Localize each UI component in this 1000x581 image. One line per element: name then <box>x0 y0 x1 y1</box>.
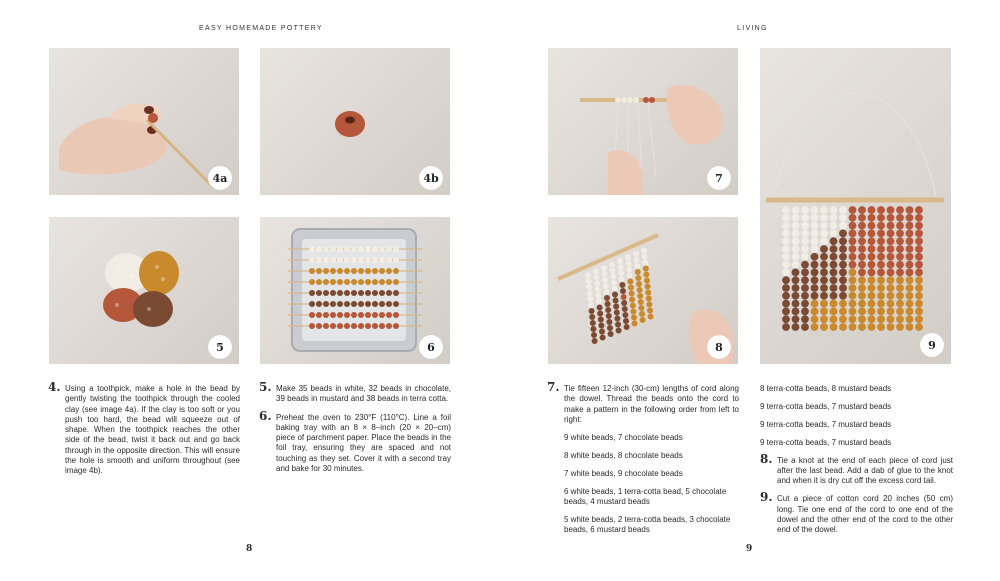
finished-hanging-illustration <box>760 48 951 364</box>
figure-badge-9: 9 <box>920 333 944 357</box>
step-9-number: 9. <box>760 490 773 505</box>
step-5 <box>259 380 451 405</box>
step-5-text: Make 35 beads in white, 32 beads in chocolate, 39 beads in mustard and 38 beads in terra cotta. <box>276 384 451 404</box>
page-number-right: 9 <box>746 544 753 554</box>
step-9-text: Cut a piece of cotton cord 20 inches (50 cm) long. Tie one end of the cord to one end of the dowel and the other end of the cord to the other end of the dowel. <box>777 494 953 535</box>
step-9 <box>760 490 953 535</box>
photo-5 <box>49 217 239 364</box>
photo-9 <box>760 48 951 364</box>
figure-badge-7: 7 <box>707 166 731 190</box>
pattern-line: 8 white beads, 8 chocolate beads <box>564 451 683 461</box>
pattern-line: 9 white beads, 7 chocolate beads <box>564 433 683 443</box>
photo-6 <box>260 217 450 364</box>
second-text-column <box>259 380 451 482</box>
pattern-line: 9 terra-cotta beads, 7 mustard beads <box>760 437 892 447</box>
step-8-number: 8. <box>760 451 773 466</box>
step-4-number: 4. <box>48 380 61 394</box>
step-6 <box>259 408 451 475</box>
running-header-left: EASY HOMEMADE POTTERY <box>199 25 323 32</box>
photo-4b <box>260 48 450 195</box>
step-7 <box>547 380 739 425</box>
left-text-column <box>48 380 240 485</box>
pattern-line: 7 white beads, 9 chocolate beads <box>564 468 683 478</box>
figure-badge-5: 5 <box>208 335 232 359</box>
photo-4a <box>49 48 239 195</box>
step-6-text: Preheat the oven to 230°F (110°C). Line a foil baking tray with an 8 × 8–inch (20 × 20–cm) piece of parchment paper. Place the beads in the foil tray, ensuring they are spaced and not touching as they set. Cover it with a second tray and bake for 30 minutes. <box>276 412 451 474</box>
third-text-column <box>547 380 739 543</box>
figure-badge-6: 6 <box>419 335 443 359</box>
step-7-number: 7. <box>547 380 560 394</box>
pattern-line: 5 white beads, 2 terra-cotta beads, 3 chocolate beads, 6 mustard beads <box>564 515 731 535</box>
step-4 <box>48 380 240 477</box>
figure-badge-4a: 4a <box>208 166 232 190</box>
pattern-line: 9 terra-cotta beads, 7 mustard beads <box>760 419 892 429</box>
fourth-text-column <box>760 384 953 544</box>
pattern-line: 6 white beads, 1 terra-cotta bead, 5 chocolate beads, 4 mustard beads <box>564 486 727 507</box>
step-8-text: Tie a knot at the end of each piece of cord just after the last bead. Add a dab of glue to the knot and when it is dry cut off the excess cord tail. <box>777 455 953 486</box>
step-7-text: Tie fifteen 12-inch (30-cm) lengths of cord along the dowel. Thread the beads onto the cord to make a pattern in the following order from left to right: <box>564 384 739 424</box>
running-header-right: LIVING <box>737 25 768 32</box>
figure-badge-4b: 4b <box>419 166 443 190</box>
step-8 <box>760 451 953 487</box>
step-5-number: 5. <box>259 380 272 394</box>
pattern-line: 9 terra-cotta beads, 7 mustard beads <box>760 401 892 411</box>
figure-badge-8: 8 <box>707 335 731 359</box>
pattern-line: 8 terra-cotta beads, 8 mustard beads <box>760 384 892 393</box>
photo-7 <box>548 48 738 195</box>
step-6-number: 6. <box>259 408 272 423</box>
page-number-left: 8 <box>246 544 253 554</box>
photo-8 <box>548 217 738 364</box>
step-4-text: Using a toothpick, make a hole in the bead by gently twisting the toothpick through the cooled clay (see image 4a). If the clay is too soft or you push too hard, the bead will squeeze out of shape. When the toothpick reaches the other side of the bead, twist it back out and go back through in the opposite direction. This will ensure the hole is smooth and uniform throughout (see image 4b). <box>65 384 240 476</box>
